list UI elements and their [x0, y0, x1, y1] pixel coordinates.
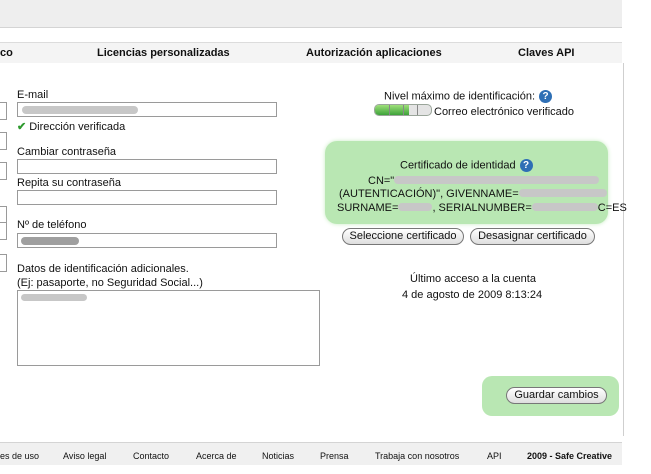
left-input-stub[interactable] — [0, 102, 7, 120]
certificate-authentication-text: (AUTENTICACIÓN)", GIVENNAME= — [339, 188, 519, 200]
phone-input[interactable] — [17, 233, 277, 248]
identification-level-meter — [374, 104, 432, 116]
repeat-password-input[interactable] — [17, 190, 277, 205]
certificate-line-2 — [339, 188, 607, 200]
meter-separator — [389, 105, 390, 115]
redacted-serial — [532, 203, 598, 211]
unassign-certificate-button[interactable]: Desasignar certificado — [470, 228, 595, 245]
identification-level-status: Correo electrónico verificado — [434, 106, 575, 118]
last-access-label: Último acceso a la cuenta — [410, 273, 536, 285]
footer-link-terms[interactable]: es de uso — [0, 451, 40, 461]
certificate-title-text: Certificado de identidad — [400, 159, 516, 172]
footer-link-news[interactable]: Noticias — [262, 451, 295, 461]
certificate-cn-prefix: CN=" — [368, 175, 395, 187]
email-verified-status — [17, 120, 125, 133]
certificate-country: C=ES — [597, 202, 627, 214]
footer-link-press[interactable]: Prensa — [320, 451, 349, 461]
certificate-line-1 — [368, 175, 599, 187]
footer-link-contact[interactable]: Contacto — [133, 451, 170, 461]
redacted-cn — [394, 176, 599, 184]
left-input-stub[interactable] — [0, 254, 7, 272]
certificate-serial-label: , SERIALNUMBER= — [432, 202, 532, 214]
identification-level-text: Nivel máximo de identificación: — [384, 90, 536, 103]
redacted-givenname — [519, 189, 607, 197]
redacted-id-data — [21, 294, 87, 301]
change-password-label: Cambiar contraseña — [17, 146, 117, 158]
select-certificate-button[interactable]: Seleccione certificado — [342, 228, 464, 245]
meter-separator — [403, 105, 404, 115]
footer-copyright: 2009 - Safe Creative — [527, 451, 613, 461]
right-margin — [622, 0, 651, 474]
footer-link-jobs[interactable]: Trabaja con nosotros — [375, 451, 460, 461]
redacted-surname — [398, 203, 432, 211]
footer — [0, 442, 622, 465]
email-verified-text: Dirección verificada — [29, 121, 126, 133]
save-changes-button[interactable]: Guardar cambios — [506, 387, 607, 404]
top-bar — [0, 0, 622, 28]
email-label: E-mail — [17, 89, 49, 101]
password-input[interactable] — [17, 159, 277, 174]
certificate-title — [400, 159, 533, 172]
identification-level-label — [384, 90, 552, 103]
extra-id-hint: (Ej: pasaporte, no Seguridad Social...) — [17, 277, 203, 289]
left-input-stub[interactable] — [0, 222, 7, 240]
tab-api-keys[interactable]: Claves API — [518, 47, 575, 59]
help-icon[interactable]: ? — [539, 90, 552, 103]
certificate-surname-label: SURNAME= — [337, 202, 399, 214]
left-input-stub[interactable] — [0, 132, 7, 150]
meter-separator — [417, 105, 418, 115]
last-access-datetime: 4 de agosto de 2009 8:13:24 — [402, 289, 543, 301]
extra-id-textarea[interactable] — [17, 290, 320, 366]
email-field[interactable] — [17, 102, 277, 117]
extra-id-label: Datos de identificación adicionales. — [17, 263, 189, 275]
footer-link-api[interactable]: API — [487, 451, 502, 461]
left-input-stub[interactable] — [0, 162, 7, 180]
repeat-password-label: Repita su contraseña — [17, 177, 121, 189]
tab-partial[interactable]: co — [0, 47, 13, 59]
tab-bar — [0, 42, 622, 65]
help-icon[interactable]: ? — [520, 159, 533, 172]
certificate-line-3 — [337, 202, 627, 214]
footer-link-legal[interactable]: Aviso legal — [63, 451, 107, 461]
redacted-phone — [21, 237, 79, 245]
footer-link-about[interactable]: Acerca de — [196, 451, 237, 461]
tab-custom-licenses[interactable]: Licencias personalizadas — [97, 47, 230, 59]
tab-app-authorization[interactable]: Autorización aplicaciones — [306, 47, 442, 59]
check-icon: ✔ — [17, 121, 27, 133]
phone-label: Nº de teléfono — [17, 219, 87, 231]
redacted-email — [22, 106, 138, 114]
